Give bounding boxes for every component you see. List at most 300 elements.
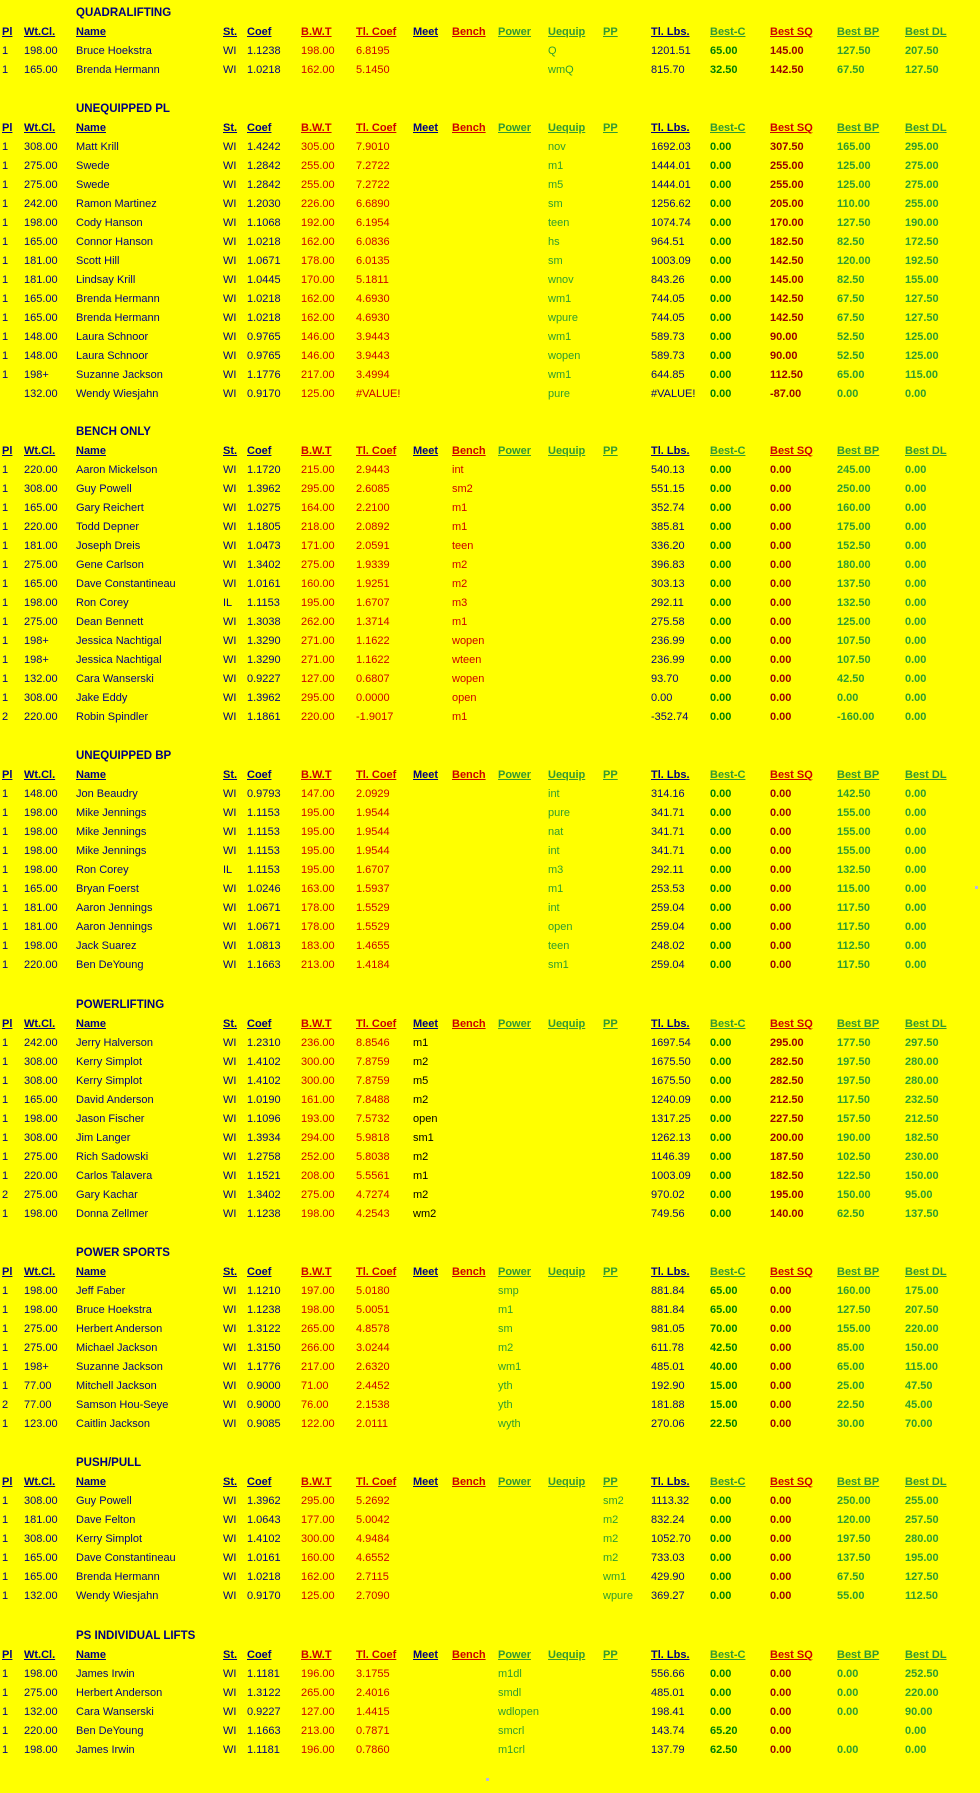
table-row[interactable] bbox=[0, 328, 980, 347]
table-cell: 181.00 bbox=[24, 274, 58, 286]
table-cell: 1 bbox=[2, 1342, 9, 1354]
table-cell: 205.00 bbox=[770, 198, 804, 210]
table-cell: 352.74 bbox=[651, 502, 685, 514]
table-cell: 1.3934 bbox=[247, 1132, 281, 1144]
table-cell: 0.00 bbox=[770, 1380, 792, 1392]
table-cell: 0.00 bbox=[770, 1418, 792, 1430]
table-cell: 1 bbox=[2, 255, 9, 267]
table-cell: 1.1181 bbox=[247, 1668, 280, 1680]
table-cell: 77.00 bbox=[24, 1399, 52, 1411]
table-cell: 252.50 bbox=[905, 1668, 939, 1680]
table-cell: 1 bbox=[2, 236, 9, 248]
table-cell: 0.00 bbox=[710, 845, 732, 857]
table-cell: m1 bbox=[452, 521, 468, 533]
table-cell: #VALUE! bbox=[356, 388, 401, 400]
table-cell: m2 bbox=[603, 1552, 619, 1564]
header-cell: Tl. Coef bbox=[356, 769, 397, 781]
table-cell: 117.50 bbox=[837, 921, 871, 933]
table-cell: 127.50 bbox=[837, 1304, 871, 1316]
table-cell: 275.00 bbox=[24, 160, 58, 172]
table-cell: 0.9227 bbox=[247, 1706, 281, 1718]
table-cell: 0.00 bbox=[770, 1323, 792, 1335]
table-cell: 155.00 bbox=[837, 807, 871, 819]
header-cell: Best-C bbox=[710, 26, 746, 38]
table-cell: WI bbox=[223, 45, 237, 57]
table-cell: 1 bbox=[2, 597, 9, 609]
table-cell: 165.00 bbox=[24, 312, 58, 324]
table-row[interactable] bbox=[0, 518, 980, 537]
table-cell: 1 bbox=[2, 826, 9, 838]
table-cell: m1 bbox=[498, 1304, 514, 1316]
table-cell: 0.00 bbox=[710, 902, 732, 914]
table-cell: 556.66 bbox=[651, 1668, 685, 1680]
table-cell: 0.00 bbox=[770, 921, 792, 933]
table-row[interactable] bbox=[0, 1320, 980, 1339]
table-row[interactable] bbox=[0, 537, 980, 556]
header-cell: Meet bbox=[413, 445, 439, 457]
header-cell: B.W.T bbox=[301, 122, 332, 134]
table-cell: WI bbox=[223, 959, 237, 971]
table-row[interactable] bbox=[0, 1053, 980, 1072]
table-cell: 195.00 bbox=[770, 1189, 804, 1201]
table-cell: Gary Reichert bbox=[76, 502, 144, 514]
table-cell: 181.00 bbox=[24, 902, 58, 914]
table-row[interactable] bbox=[0, 1684, 980, 1703]
table-cell: 275.00 bbox=[301, 1189, 335, 1201]
table-cell: 275.00 bbox=[905, 179, 939, 191]
table-row[interactable] bbox=[0, 499, 980, 518]
table-row[interactable] bbox=[0, 1530, 980, 1549]
table-cell: 0.00 bbox=[770, 864, 792, 876]
table-cell: 1.0218 bbox=[247, 64, 281, 76]
table-cell: 0.00 bbox=[710, 1552, 732, 1564]
table-cell: 220.00 bbox=[24, 711, 58, 723]
table-row[interactable] bbox=[0, 1665, 980, 1684]
table-cell: 1 bbox=[2, 1113, 9, 1125]
table-row[interactable] bbox=[0, 556, 980, 575]
table-cell: 1.2310 bbox=[247, 1037, 281, 1049]
table-row[interactable] bbox=[0, 1072, 980, 1091]
table-cell: 1.0161 bbox=[247, 578, 281, 590]
table-row[interactable] bbox=[0, 1511, 980, 1530]
table-row[interactable] bbox=[0, 1110, 980, 1129]
table-row[interactable] bbox=[0, 1492, 980, 1511]
table-cell: hs bbox=[548, 236, 560, 248]
table-cell: 0.00 bbox=[710, 464, 732, 476]
table-row[interactable] bbox=[0, 1396, 980, 1415]
table-cell: 165.00 bbox=[24, 1094, 58, 1106]
header-cell: Best SQ bbox=[770, 122, 813, 134]
header-cell: Wt.Cl. bbox=[24, 26, 56, 38]
table-cell: 1 bbox=[2, 64, 9, 76]
table-row[interactable] bbox=[0, 632, 980, 651]
table-cell: 1 bbox=[2, 464, 9, 476]
table-row[interactable] bbox=[0, 880, 980, 899]
table-row[interactable] bbox=[0, 271, 980, 290]
table-cell: 122.50 bbox=[837, 1170, 871, 1182]
table-cell: 148.00 bbox=[24, 350, 58, 362]
header-cell: Tl. Lbs. bbox=[651, 1266, 690, 1278]
table-cell: 0.00 bbox=[710, 1189, 732, 1201]
table-cell: 2 bbox=[2, 711, 9, 723]
table-cell: 0.00 bbox=[905, 692, 927, 704]
table-row[interactable] bbox=[0, 1129, 980, 1148]
table-row[interactable] bbox=[0, 1703, 980, 1722]
table-cell: 1 bbox=[2, 293, 9, 305]
table-cell: 1 bbox=[2, 673, 9, 685]
table-cell: 0.00 bbox=[905, 845, 927, 857]
table-cell: 165.00 bbox=[24, 1571, 58, 1583]
table-cell: 0.00 bbox=[770, 845, 792, 857]
table-cell: pure bbox=[548, 807, 571, 819]
table-row[interactable] bbox=[0, 290, 980, 309]
table-cell: 0.00 bbox=[770, 1533, 792, 1545]
table-cell: 190.00 bbox=[905, 217, 939, 229]
table-row[interactable] bbox=[0, 918, 980, 937]
table-row[interactable] bbox=[0, 1415, 980, 1434]
header-cell: St. bbox=[223, 769, 238, 781]
table-cell: 190.00 bbox=[837, 1132, 871, 1144]
header-cell: B.W.T bbox=[301, 769, 332, 781]
table-cell: 0.00 bbox=[710, 864, 732, 876]
table-cell: 192.00 bbox=[301, 217, 335, 229]
table-row[interactable] bbox=[0, 594, 980, 613]
table-row[interactable] bbox=[0, 575, 980, 594]
table-cell: 1 bbox=[2, 1304, 9, 1316]
table-cell: WI bbox=[223, 711, 237, 723]
table-cell: WI bbox=[223, 788, 237, 800]
table-row[interactable] bbox=[0, 1186, 980, 1205]
header-cell: Uequip bbox=[548, 122, 586, 134]
table-cell: 1.1096 bbox=[247, 1113, 281, 1125]
table-cell: 8.8546 bbox=[356, 1037, 390, 1049]
table-row[interactable] bbox=[0, 1282, 980, 1301]
table-cell: 0.00 bbox=[710, 502, 732, 514]
table-cell: 1 bbox=[2, 1590, 9, 1602]
table-cell: 212.50 bbox=[770, 1094, 804, 1106]
table-row[interactable] bbox=[0, 347, 980, 366]
table-cell: 1.3714 bbox=[356, 616, 390, 628]
header-cell: Uequip bbox=[548, 26, 586, 38]
header-cell: Meet bbox=[413, 122, 439, 134]
table-row[interactable] bbox=[0, 956, 980, 975]
table-cell: 197.50 bbox=[837, 1056, 871, 1068]
table-cell: Swede bbox=[76, 179, 110, 191]
table-cell: 170.00 bbox=[301, 274, 335, 286]
header-cell: Best-C bbox=[710, 1649, 746, 1661]
table-cell: 137.50 bbox=[837, 1552, 871, 1564]
table-cell: 0.00 bbox=[770, 1668, 792, 1680]
table-cell: 0.00 bbox=[770, 1342, 792, 1354]
table-row[interactable] bbox=[0, 42, 980, 61]
table-row[interactable] bbox=[0, 366, 980, 385]
table-cell: WI bbox=[223, 1285, 237, 1297]
table-row[interactable] bbox=[0, 233, 980, 252]
table-cell: 2.9443 bbox=[356, 464, 390, 476]
table-cell: wm2 bbox=[413, 1208, 437, 1220]
table-row[interactable] bbox=[0, 195, 980, 214]
table-row[interactable] bbox=[0, 1034, 980, 1053]
header-cell: PP bbox=[603, 26, 618, 38]
table-cell: WI bbox=[223, 1113, 237, 1125]
table-cell: 132.00 bbox=[24, 388, 58, 400]
header-cell: Best-C bbox=[710, 122, 746, 134]
table-cell: 1.3290 bbox=[247, 635, 281, 647]
table-cell: 0.00 bbox=[770, 483, 792, 495]
table-cell: 1.1153 bbox=[247, 807, 280, 819]
table-cell: Jeff Faber bbox=[76, 1285, 126, 1297]
table-cell: 65.00 bbox=[837, 1361, 865, 1373]
table-cell: 1.2030 bbox=[247, 198, 281, 210]
table-cell: 236.99 bbox=[651, 635, 685, 647]
table-cell: 127.50 bbox=[837, 45, 871, 57]
table-row[interactable] bbox=[0, 689, 980, 708]
table-cell: WI bbox=[223, 1075, 237, 1087]
table-cell: WI bbox=[223, 236, 237, 248]
table-cell: 198.00 bbox=[24, 845, 58, 857]
table-row[interactable] bbox=[0, 937, 980, 956]
table-cell: sm bbox=[548, 255, 563, 267]
table-cell: 208.00 bbox=[301, 1170, 335, 1182]
table-cell: 1 bbox=[2, 1037, 9, 1049]
table-cell: 65.20 bbox=[710, 1725, 738, 1737]
table-row[interactable] bbox=[0, 785, 980, 804]
table-row[interactable] bbox=[0, 252, 980, 271]
table-cell: Brenda Hermann bbox=[76, 1571, 160, 1583]
table-row[interactable] bbox=[0, 1377, 980, 1396]
table-row[interactable] bbox=[0, 1205, 980, 1224]
table-cell: 67.50 bbox=[837, 1571, 865, 1583]
table-cell: 157.50 bbox=[837, 1113, 871, 1125]
table-row[interactable] bbox=[0, 708, 980, 727]
table-cell: 146.00 bbox=[301, 331, 335, 343]
header-cell: Tl. Coef bbox=[356, 1476, 397, 1488]
table-cell: 127.50 bbox=[905, 1571, 939, 1583]
table-cell: 1003.09 bbox=[651, 255, 691, 267]
table-cell: 177.50 bbox=[837, 1037, 871, 1049]
table-row[interactable] bbox=[0, 461, 980, 480]
table-cell: 0.00 bbox=[905, 940, 927, 952]
table-cell: 242.00 bbox=[24, 198, 58, 210]
table-cell: WI bbox=[223, 940, 237, 952]
table-cell: 4.6930 bbox=[356, 312, 390, 324]
table-cell: 1 bbox=[2, 1170, 9, 1182]
table-cell: 150.00 bbox=[837, 1189, 871, 1201]
table-row[interactable] bbox=[0, 309, 980, 328]
table-cell: 198.00 bbox=[24, 1744, 58, 1756]
table-row[interactable] bbox=[0, 1741, 980, 1760]
table-cell: 5.0051 bbox=[356, 1304, 390, 1316]
table-row[interactable] bbox=[0, 1148, 980, 1167]
table-cell: 3.1755 bbox=[356, 1668, 390, 1680]
table-cell: 0.00 bbox=[710, 1151, 732, 1163]
table-cell: 1 bbox=[2, 540, 9, 552]
table-cell: 305.00 bbox=[301, 141, 335, 153]
table-row[interactable] bbox=[0, 804, 980, 823]
table-row[interactable] bbox=[0, 613, 980, 632]
table-row[interactable] bbox=[0, 1091, 980, 1110]
table-cell: 0.00 bbox=[770, 883, 792, 895]
table-cell: 178.00 bbox=[301, 921, 335, 933]
table-cell: 981.05 bbox=[651, 1323, 685, 1335]
table-cell: 1.1153 bbox=[247, 845, 280, 857]
table-cell: 198.00 bbox=[24, 807, 58, 819]
table-cell: sm bbox=[548, 198, 563, 210]
table-cell: 232.50 bbox=[905, 1094, 939, 1106]
table-cell: 265.00 bbox=[301, 1323, 335, 1335]
table-row[interactable] bbox=[0, 670, 980, 689]
table-cell: 275.00 bbox=[24, 1342, 58, 1354]
table-cell: m2 bbox=[413, 1056, 429, 1068]
table-cell: 300.00 bbox=[301, 1056, 335, 1068]
header-cell: Tl. Coef bbox=[356, 1649, 397, 1661]
table-cell: 1.3962 bbox=[247, 692, 281, 704]
table-cell: teen bbox=[452, 540, 474, 552]
table-cell: WI bbox=[223, 1533, 237, 1545]
table-cell: WI bbox=[223, 1189, 237, 1201]
table-row[interactable] bbox=[0, 1301, 980, 1320]
table-cell: 160.00 bbox=[837, 1285, 871, 1297]
table-cell: 1.6707 bbox=[356, 864, 390, 876]
table-cell: 1.1805 bbox=[247, 521, 281, 533]
table-cell: 0.00 bbox=[905, 502, 927, 514]
header-row bbox=[0, 119, 980, 138]
table-cell: 1.1622 bbox=[356, 654, 390, 666]
table-cell: David Anderson bbox=[76, 1094, 154, 1106]
table-row[interactable] bbox=[0, 1358, 980, 1377]
table-cell: 0.00 bbox=[710, 1056, 732, 1068]
header-cell: Wt.Cl. bbox=[24, 1649, 56, 1661]
table-cell: 0.00 bbox=[770, 1514, 792, 1526]
table-cell: 132.00 bbox=[24, 673, 58, 685]
table-cell: 125.00 bbox=[905, 350, 939, 362]
table-cell: 1 bbox=[2, 45, 9, 57]
table-cell: 152.50 bbox=[837, 540, 871, 552]
table-cell: 220.00 bbox=[905, 1687, 939, 1699]
table-cell: 0.00 bbox=[770, 692, 792, 704]
table-cell: 0.00 bbox=[905, 540, 927, 552]
table-cell: WI bbox=[223, 1380, 237, 1392]
table-row[interactable] bbox=[0, 1587, 980, 1606]
table-cell: 127.00 bbox=[301, 1706, 335, 1718]
table-cell: 1.4102 bbox=[247, 1075, 281, 1087]
table-row[interactable] bbox=[0, 1549, 980, 1568]
header-cell: Best BP bbox=[837, 122, 880, 134]
table-cell: WI bbox=[223, 1706, 237, 1718]
table-row[interactable] bbox=[0, 480, 980, 499]
table-cell: Dave Felton bbox=[76, 1514, 136, 1526]
header-cell: Tl. Lbs. bbox=[651, 1476, 690, 1488]
table-cell: 6.1954 bbox=[356, 217, 390, 229]
table-row[interactable] bbox=[0, 1722, 980, 1741]
table-cell: 150.00 bbox=[905, 1170, 939, 1182]
table-cell: 0.00 bbox=[905, 902, 927, 914]
table-cell: 172.50 bbox=[905, 236, 939, 248]
table-cell: Dave Constantineau bbox=[76, 578, 176, 590]
header-row bbox=[0, 766, 980, 785]
header-cell: Power bbox=[498, 1649, 532, 1661]
table-row[interactable] bbox=[0, 1167, 980, 1186]
table-cell: 308.00 bbox=[24, 483, 58, 495]
table-row[interactable] bbox=[0, 61, 980, 80]
table-cell: 42.50 bbox=[837, 673, 865, 685]
table-cell: m1 bbox=[452, 711, 468, 723]
table-cell: 2.2100 bbox=[356, 502, 390, 514]
table-cell: m5 bbox=[413, 1075, 429, 1087]
table-cell: m2 bbox=[413, 1151, 429, 1163]
header-cell: Best DL bbox=[905, 122, 947, 134]
table-cell: WI bbox=[223, 198, 237, 210]
header-cell: St. bbox=[223, 1266, 238, 1278]
table-cell: 1 bbox=[2, 160, 9, 172]
table-cell: 0.00 bbox=[710, 350, 732, 362]
header-cell: Power bbox=[498, 769, 532, 781]
header-cell: Coef bbox=[247, 445, 272, 457]
table-cell: 0.00 bbox=[710, 1037, 732, 1049]
table-row[interactable] bbox=[0, 157, 980, 176]
table-cell: 1 bbox=[2, 883, 9, 895]
table-cell: 0.00 bbox=[770, 673, 792, 685]
table-cell: 198.00 bbox=[24, 217, 58, 229]
table-cell: Wendy Wiesjahn bbox=[76, 388, 159, 400]
section-title: UNEQUIPPED PL bbox=[76, 103, 170, 115]
table-cell: WI bbox=[223, 1725, 237, 1737]
table-cell: 0.00 bbox=[710, 1094, 732, 1106]
header-cell: Uequip bbox=[548, 1476, 586, 1488]
table-row[interactable] bbox=[0, 861, 980, 880]
table-cell: 90.00 bbox=[770, 331, 798, 343]
table-cell: 0.00 bbox=[770, 578, 792, 590]
table-cell: Kerry Simplot bbox=[76, 1056, 143, 1068]
table-row[interactable] bbox=[0, 899, 980, 918]
header-cell: Name bbox=[76, 26, 106, 38]
table-cell: 1 bbox=[2, 1668, 9, 1680]
table-cell: 1 bbox=[2, 1418, 9, 1430]
table-row[interactable] bbox=[0, 385, 980, 404]
table-cell: 295.00 bbox=[301, 692, 335, 704]
table-cell: 0.6807 bbox=[356, 673, 390, 685]
table-row[interactable] bbox=[0, 1339, 980, 1358]
table-cell: 217.00 bbox=[301, 369, 335, 381]
table-cell: 123.00 bbox=[24, 1418, 58, 1430]
table-cell: 1.0671 bbox=[247, 255, 281, 267]
table-cell: 1 bbox=[2, 369, 9, 381]
table-cell: 0.00 bbox=[710, 1495, 732, 1507]
table-cell: 1.0218 bbox=[247, 293, 281, 305]
table-cell: m5 bbox=[548, 179, 564, 191]
table-row[interactable] bbox=[0, 1568, 980, 1587]
table-cell: Aaron Mickelson bbox=[76, 464, 158, 476]
table-cell: 198.00 bbox=[24, 864, 58, 876]
table-cell: 1.9544 bbox=[356, 826, 390, 838]
table-cell: 15.00 bbox=[710, 1399, 738, 1411]
table-row[interactable] bbox=[0, 214, 980, 233]
table-row[interactable] bbox=[0, 176, 980, 195]
table-row[interactable] bbox=[0, 823, 980, 842]
table-cell: 155.00 bbox=[837, 1323, 871, 1335]
table-cell: 0.00 bbox=[905, 616, 927, 628]
table-row[interactable] bbox=[0, 842, 980, 861]
table-cell: 0.00 bbox=[905, 559, 927, 571]
table-cell: Jim Langer bbox=[76, 1132, 131, 1144]
table-row[interactable] bbox=[0, 651, 980, 670]
table-cell: 1 bbox=[2, 902, 9, 914]
table-row[interactable] bbox=[0, 138, 980, 157]
table-cell: 1.4242 bbox=[247, 141, 281, 153]
table-cell: int bbox=[452, 464, 464, 476]
table-cell: Todd Depner bbox=[76, 521, 139, 533]
table-cell: 127.50 bbox=[837, 217, 871, 229]
